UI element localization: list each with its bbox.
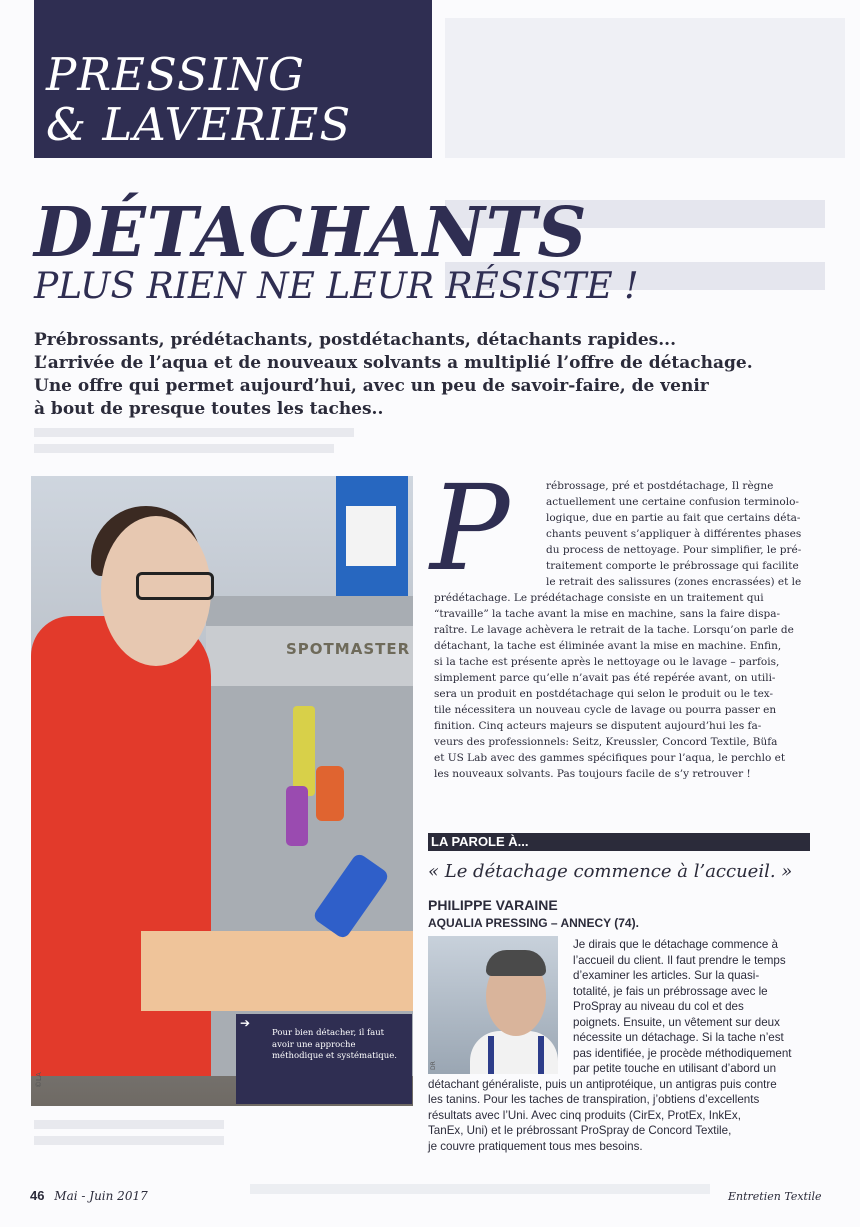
body-line: chants peuvent s’appliquer à différentes phases (546, 528, 802, 540)
body-line: sera un produit en postdétachage qui selon le produit ou le tex- (434, 688, 774, 700)
body-line: si la tache est présente après le nettoyage ou le lavage – parfois, (434, 656, 780, 668)
magazine-name: Entretien Textile (728, 1190, 822, 1203)
bleed-through-line (34, 1120, 224, 1129)
answer-line: pas identifiée, je procède méthodiquement (573, 1046, 792, 1060)
article-headline: DÉTACHANTS (34, 193, 588, 273)
answer-line: les tanins. Pour les taches de transpiration, j’obtiens d’excellents (428, 1093, 760, 1106)
machine-label: SPOTMASTER (286, 640, 411, 658)
issue-date: Mai - Juin 2017 (54, 1189, 148, 1203)
bottle-orange (316, 766, 344, 821)
body-line: rébrossage, pré et postdétachage, Il règne (546, 480, 774, 492)
answer-line: ProSpray au niveau du col et des (573, 1000, 744, 1013)
can-label (346, 506, 396, 566)
photo-caption: Pour bien détacher, il faut avoir une approche méthodique et systématique. (272, 1028, 397, 1061)
fabric (141, 931, 413, 1011)
answer-line: l’accueil du client. Il faut prendre le temps (573, 953, 786, 967)
body-line: finition. Cinq acteurs majeurs se disputent aujourd’hui les fa- (434, 720, 762, 732)
parole-label: LA PAROLE À... (431, 834, 529, 849)
answer-line: nécessite un détachage. Si la tache n’est (573, 1031, 784, 1044)
page-footer-left (30, 1188, 148, 1203)
answer-line: je couvre pratiquement tous mes besoins. (428, 1139, 643, 1153)
body-line: et US Lab avec des gammes spécifiques pour l’aqua, le perchlo et (434, 752, 786, 764)
photo-credit: ©LA (35, 1072, 43, 1088)
photo-caption-box (236, 1014, 412, 1104)
bleed-through-line (34, 1136, 224, 1145)
parole-label-bar (428, 833, 810, 851)
interview-answer (428, 937, 818, 1154)
body-line: prédétachage. Le prédétachage consiste en un traitement qui (434, 592, 764, 604)
bleed-through-line (34, 428, 354, 437)
bottle-purple (286, 786, 308, 846)
body-line: “travaille” la tache avant la mise en machine, sans la faire dispa- (434, 608, 781, 620)
section-header (34, 0, 432, 158)
portrait-credit: DR (430, 1061, 437, 1070)
section-title-line1: PRESSING (46, 48, 305, 101)
bleed-through-area (445, 18, 845, 158)
body-line: tile nécessitera un nouveau cycle de lavage ou pourra passer en (434, 704, 777, 716)
answer-line: TanEx, Uni) et le prébrossant ProSpray de Concord Textile, (428, 1124, 732, 1137)
body-line: les nouveaux solvants. Pas toujours facile de s’y retrouver ! (434, 768, 751, 780)
interviewee-name: PHILIPPE VARAINE (428, 897, 558, 913)
intro-line: Prébrossants, prédétachants, postdétachants, détachants rapides... (34, 330, 676, 350)
bottle-yellow (293, 706, 315, 796)
answer-line: par petite touche en utilisant d’abord un (573, 1062, 777, 1075)
answer-line: Je dirais que le détachage commence à (573, 938, 778, 951)
article-body (434, 478, 810, 782)
pull-quote: « Le détachage commence à l’accueil. » (428, 861, 793, 882)
bleed-through-line (34, 444, 334, 453)
section-title-line2: & LAVERIES (46, 98, 352, 151)
body-line: détachant, la tache est éliminée avant la mise en machine. Enfin, (434, 640, 782, 652)
intro-line: à bout de presque toutes les taches.. (34, 399, 384, 419)
answer-line: détachant généraliste, puis un antiprotéique, un antigras puis contre (428, 1077, 777, 1091)
body-line: logique, due en partie au fait que certains déta- (546, 512, 801, 524)
body-line: le retrait des salissures (zones encrassées) et le (546, 576, 802, 588)
body-line: raître. Le lavage achèvera le retrait de la tache. Lorsqu’on parle de (434, 624, 794, 636)
intro-line: Une offre qui permet aujourd’hui, avec un peu de savoir-faire, de venir (34, 376, 709, 396)
interviewee-company: AQUALIA PRESSING – ANNECY (74). (428, 916, 639, 930)
intro-line: L’arrivée de l’aqua et de nouveaux solvants a multiplié l’offre de détachage. (34, 353, 753, 373)
article-intro (34, 329, 824, 421)
article-subheadline: PLUS RIEN NE LEUR RÉSISTE ! (34, 266, 639, 307)
machine-panel (206, 626, 413, 686)
bleed-through-line (250, 1184, 710, 1194)
body-line: simplement parce qu’elle n’avait pas été repérée avant, on utili- (434, 672, 776, 684)
article-photo (31, 476, 413, 1106)
worker-glasses (136, 572, 214, 600)
answer-line: d’examiner les articles. Sur la quasi- (573, 969, 760, 982)
body-line: du process de nettoyage. Pour simplifier, le pré- (546, 544, 802, 556)
page-number: 46 (30, 1188, 45, 1203)
body-line: actuellement une certaine confusion terminolo- (546, 496, 799, 508)
answer-line: résultats avec l’Uni. Avec cinq produits (CirEx, ProtEx, InkEx, (428, 1108, 741, 1122)
arrow-right-icon: ➔ (240, 1016, 251, 1030)
body-line: veurs des professionnels: Seitz, Kreussler, Concord Textile, Büfa (434, 736, 778, 748)
drop-cap: P (430, 459, 510, 597)
answer-line: totalité, je fais un prébrossage avec le (573, 984, 768, 998)
answer-line: poignets. Ensuite, un vêtement sur deux (573, 1015, 780, 1029)
body-line: traitement comporte le prébrossage qui facilite (546, 560, 799, 572)
